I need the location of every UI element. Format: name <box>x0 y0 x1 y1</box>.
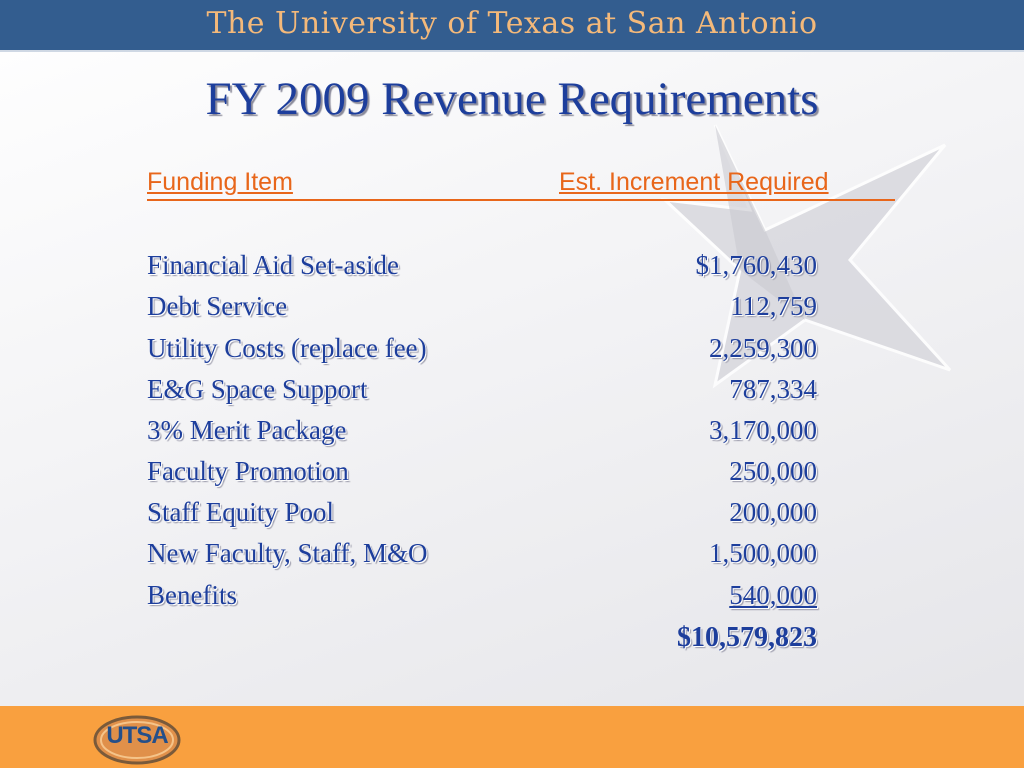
row-value: 112,759 <box>730 291 817 321</box>
row-label: Debt Service <box>147 291 288 321</box>
row-value: 250,000 <box>729 456 817 486</box>
row-label: Utility Costs (replace fee) <box>147 333 427 363</box>
row-label: Staff Equity Pool <box>147 497 335 527</box>
column-header-funding-item: Funding Item <box>147 168 293 196</box>
column-header-increment: Est. Increment Required <box>559 168 829 196</box>
header-underline <box>147 199 895 201</box>
institution-name: The University of Texas at San Antonio <box>206 6 818 41</box>
row-label: E&G Space Support <box>147 374 368 404</box>
row-value: 2,259,300 <box>709 333 817 363</box>
row-label: Benefits <box>147 580 237 610</box>
header-bar <box>0 0 1024 52</box>
row-value: 540,000 <box>729 580 817 610</box>
row-label: Faculty Promotion <box>147 456 349 486</box>
row-value: $1,760,430 <box>695 250 817 280</box>
row-label: Financial Aid Set-aside <box>147 250 399 280</box>
total-value: $10,579,823 <box>677 622 817 653</box>
row-label: 3% Merit Package <box>147 415 347 445</box>
row-value: 787,334 <box>729 374 817 404</box>
row-value: 200,000 <box>729 497 817 527</box>
row-label: New Faculty, Staff, M&O <box>147 538 428 568</box>
row-value: 1,500,000 <box>709 538 817 568</box>
row-value: 3,170,000 <box>709 415 817 445</box>
slide-title: FY 2009 Revenue Requirements <box>205 73 819 125</box>
logo-text: UTSA <box>106 722 168 749</box>
